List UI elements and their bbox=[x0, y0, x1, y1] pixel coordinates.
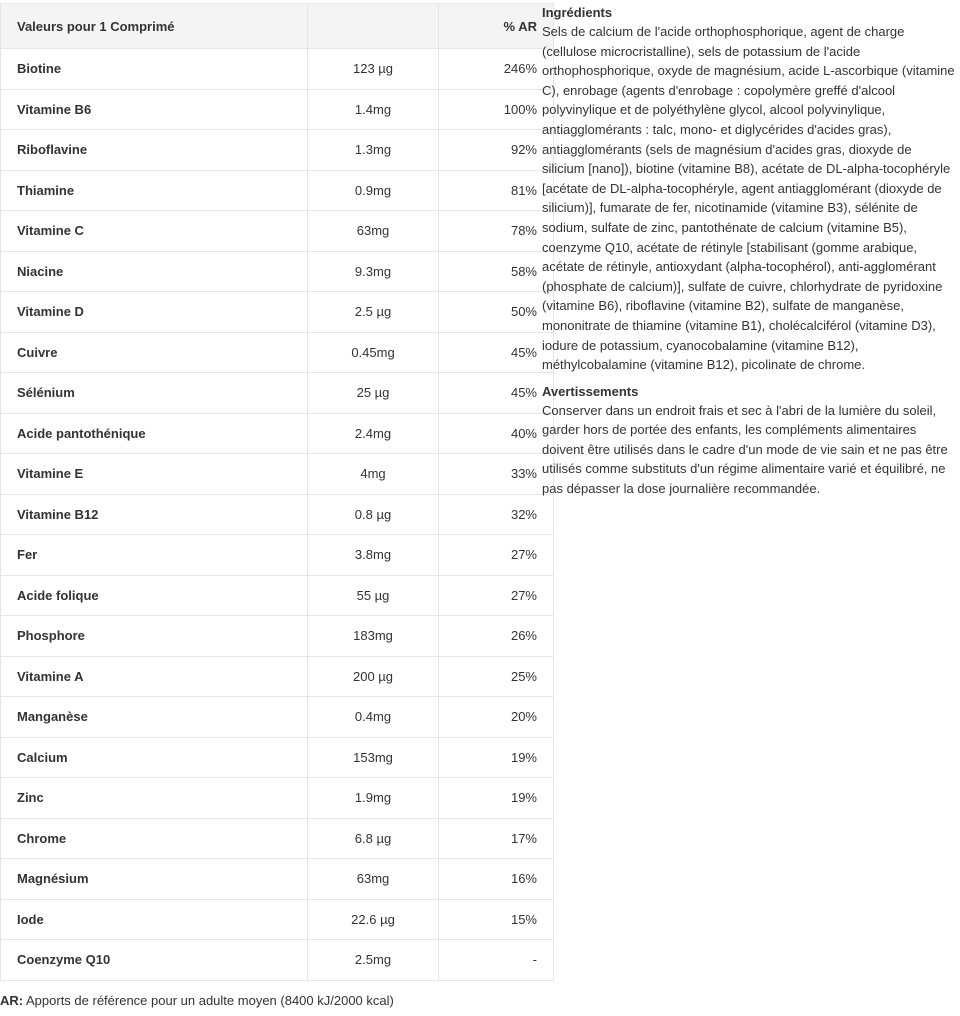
nutrient-name: Coenzyme Q10 bbox=[1, 940, 308, 981]
nutrient-name: Chrome bbox=[1, 818, 308, 859]
nutrient-amount: 63mg bbox=[308, 859, 439, 900]
nutrient-name: Niacine bbox=[1, 251, 308, 292]
nutrient-name: Calcium bbox=[1, 737, 308, 778]
nutrient-name: Magnésium bbox=[1, 859, 308, 900]
nutrient-ar-percent: 32% bbox=[439, 494, 554, 535]
table-row bbox=[1, 49, 554, 90]
footnote-text: Apports de référence pour un adulte moyen (8400 kJ/2000 kcal) bbox=[23, 993, 394, 1008]
nutrient-ar-percent: 246% bbox=[439, 49, 554, 90]
table-row bbox=[1, 251, 554, 292]
header-amount bbox=[308, 4, 439, 49]
nutrient-name: Acide folique bbox=[1, 575, 308, 616]
nutrient-name: Biotine bbox=[1, 49, 308, 90]
nutrient-amount: 0.45mg bbox=[308, 332, 439, 373]
table-row bbox=[1, 332, 554, 373]
nutrient-ar-percent: 33% bbox=[439, 454, 554, 495]
ingredients-title: Ingrédients bbox=[542, 5, 613, 20]
table-row bbox=[1, 616, 554, 657]
nutrient-ar-percent: 45% bbox=[439, 373, 554, 414]
table-row bbox=[1, 575, 554, 616]
table-row bbox=[1, 130, 554, 171]
nutrient-name: Fer bbox=[1, 535, 308, 576]
nutrient-amount: 2.4mg bbox=[308, 413, 439, 454]
nutrient-ar-percent: 20% bbox=[439, 697, 554, 738]
ingredients-text: Sels de calcium de l'acide orthophosphorique, agent de charge (cellulose microcristalline), sels de potassium de l'acide orthophosphorique, oxyde de magnésium, acide L-ascorbique (vitamine C), enrobage (agents d'enrobage : copolymère greffé d'alcool polyvinylique et de polyéthylène glycol, alcool polyvinylique, antiagglomérants : talc, mono- et diglycérides d'acides gras), antiagglomérants (sels de magnésium d'acides gras, dioxyde de silicium [nano]), biotine (vitamine B8), acétate de DL-alpha-tocophéryle [acétate de DL-alpha-tocophéryle, agent antiagglomérant (dioxyde de silicium)], fumarate de fer, nicotinamide (vitamine B3), sélénite de sodium, sulfate de zinc, pantothénate de calcium (vitamine B5), coenzyme Q10, acétate de rétinyle [stabilisant (gomme arabique, acétate de rétinyle, antioxydant (alpha-tocophérol), anti-agglomérant (phosphate de calcium)], sulfate de cuivre, chlorhydrate de pyridoxine (vitamine B6), riboflavine (vitamine B2), sulfate de manganèse, mononitrate de thiamine (vitamine B1), cholécalciférol (vitamine D3), iodure de potassium, cyanocobalamine (vitamine B12), méthylcobalamine (vitamine B12), picolinate de chrome. bbox=[542, 24, 955, 373]
nutrient-ar-percent: - bbox=[439, 940, 554, 981]
nutrient-ar-percent: 19% bbox=[439, 737, 554, 778]
footnote-abbr: AR: bbox=[0, 993, 24, 1008]
nutrient-amount: 3.8mg bbox=[308, 535, 439, 576]
nutrient-ar-percent: 27% bbox=[439, 575, 554, 616]
nutrient-amount: 200 µg bbox=[308, 656, 439, 697]
nutrient-ar-percent: 27% bbox=[439, 535, 554, 576]
table-row bbox=[1, 494, 554, 535]
nutrient-ar-percent: 15% bbox=[439, 899, 554, 940]
nutrient-amount: 2.5mg bbox=[308, 940, 439, 981]
warnings-text: Conserver dans un endroit frais et sec à l'abri de la lumière du soleil, garder hors de portée des enfants, les compléments alimentaires doivent être utilisés dans le cadre d'un mode de vie sain et ne pas être utilisés comme substituts d'un régime alimentaire varié et équilibré, ne pas dépasser la dose journalière recommandée. bbox=[542, 402, 948, 497]
warnings-title: Avertissements bbox=[542, 383, 639, 399]
nutrient-name: Vitamine B12 bbox=[1, 494, 308, 535]
nutrient-amount: 63mg bbox=[308, 211, 439, 252]
footnote bbox=[0, 993, 394, 1008]
table-row bbox=[1, 899, 554, 940]
nutrient-ar-percent: 50% bbox=[439, 292, 554, 333]
table-row bbox=[1, 454, 554, 495]
nutrient-ar-percent: 92% bbox=[439, 130, 554, 171]
nutrient-name: Vitamine C bbox=[1, 211, 308, 252]
nutrition-table-body bbox=[1, 49, 554, 981]
nutrient-amount: 25 µg bbox=[308, 373, 439, 414]
nutrient-ar-percent: 58% bbox=[439, 251, 554, 292]
header-name: Valeurs pour 1 Comprimé bbox=[1, 4, 308, 49]
nutrient-name: Cuivre bbox=[1, 332, 308, 373]
table-row bbox=[1, 859, 554, 900]
table-row bbox=[1, 89, 554, 130]
nutrient-amount: 2.5 µg bbox=[308, 292, 439, 333]
nutrient-name: Acide pantothénique bbox=[1, 413, 308, 454]
nutrient-amount: 1.3mg bbox=[308, 130, 439, 171]
product-info-panel bbox=[542, 4, 956, 507]
nutrient-name: Riboflavine bbox=[1, 130, 308, 171]
table-row bbox=[1, 373, 554, 414]
table-row bbox=[1, 778, 554, 819]
table-row bbox=[1, 697, 554, 738]
nutrient-name: Vitamine A bbox=[1, 656, 308, 697]
table-row bbox=[1, 211, 554, 252]
table-row bbox=[1, 535, 554, 576]
nutrient-amount: 9.3mg bbox=[308, 251, 439, 292]
nutrient-ar-percent: 40% bbox=[439, 413, 554, 454]
table-row bbox=[1, 818, 554, 859]
nutrient-amount: 1.9mg bbox=[308, 778, 439, 819]
nutrition-table-header bbox=[1, 4, 554, 49]
nutrient-amount: 123 µg bbox=[308, 49, 439, 90]
nutrient-ar-percent: 78% bbox=[439, 211, 554, 252]
nutrient-name: Vitamine E bbox=[1, 454, 308, 495]
nutrient-name: Vitamine D bbox=[1, 292, 308, 333]
nutrient-name: Iode bbox=[1, 899, 308, 940]
header-ar: % AR bbox=[439, 4, 554, 49]
nutrient-ar-percent: 26% bbox=[439, 616, 554, 657]
nutrient-name: Manganèse bbox=[1, 697, 308, 738]
nutrient-amount: 0.9mg bbox=[308, 170, 439, 211]
nutrient-amount: 1.4mg bbox=[308, 89, 439, 130]
nutrient-ar-percent: 16% bbox=[439, 859, 554, 900]
nutrient-ar-percent: 100% bbox=[439, 89, 554, 130]
nutrient-amount: 0.4mg bbox=[308, 697, 439, 738]
table-row bbox=[1, 413, 554, 454]
nutrient-name: Sélénium bbox=[1, 373, 308, 414]
table-row bbox=[1, 170, 554, 211]
nutrient-name: Thiamine bbox=[1, 170, 308, 211]
nutrient-amount: 6.8 µg bbox=[308, 818, 439, 859]
table-row bbox=[1, 656, 554, 697]
nutrient-amount: 4mg bbox=[308, 454, 439, 495]
nutrient-name: Zinc bbox=[1, 778, 308, 819]
nutrient-name: Phosphore bbox=[1, 616, 308, 657]
nutrition-table bbox=[0, 3, 554, 981]
nutrient-ar-percent: 45% bbox=[439, 332, 554, 373]
nutrient-amount: 22.6 µg bbox=[308, 899, 439, 940]
nutrient-amount: 55 µg bbox=[308, 575, 439, 616]
table-row bbox=[1, 940, 554, 981]
nutrient-ar-percent: 25% bbox=[439, 656, 554, 697]
table-row bbox=[1, 737, 554, 778]
table-row bbox=[1, 292, 554, 333]
nutrient-amount: 0.8 µg bbox=[308, 494, 439, 535]
nutrient-ar-percent: 17% bbox=[439, 818, 554, 859]
header-row bbox=[1, 4, 554, 49]
nutrient-amount: 183mg bbox=[308, 616, 439, 657]
nutrient-ar-percent: 81% bbox=[439, 170, 554, 211]
nutrient-amount: 153mg bbox=[308, 737, 439, 778]
nutrient-ar-percent: 19% bbox=[439, 778, 554, 819]
nutrient-name: Vitamine B6 bbox=[1, 89, 308, 130]
